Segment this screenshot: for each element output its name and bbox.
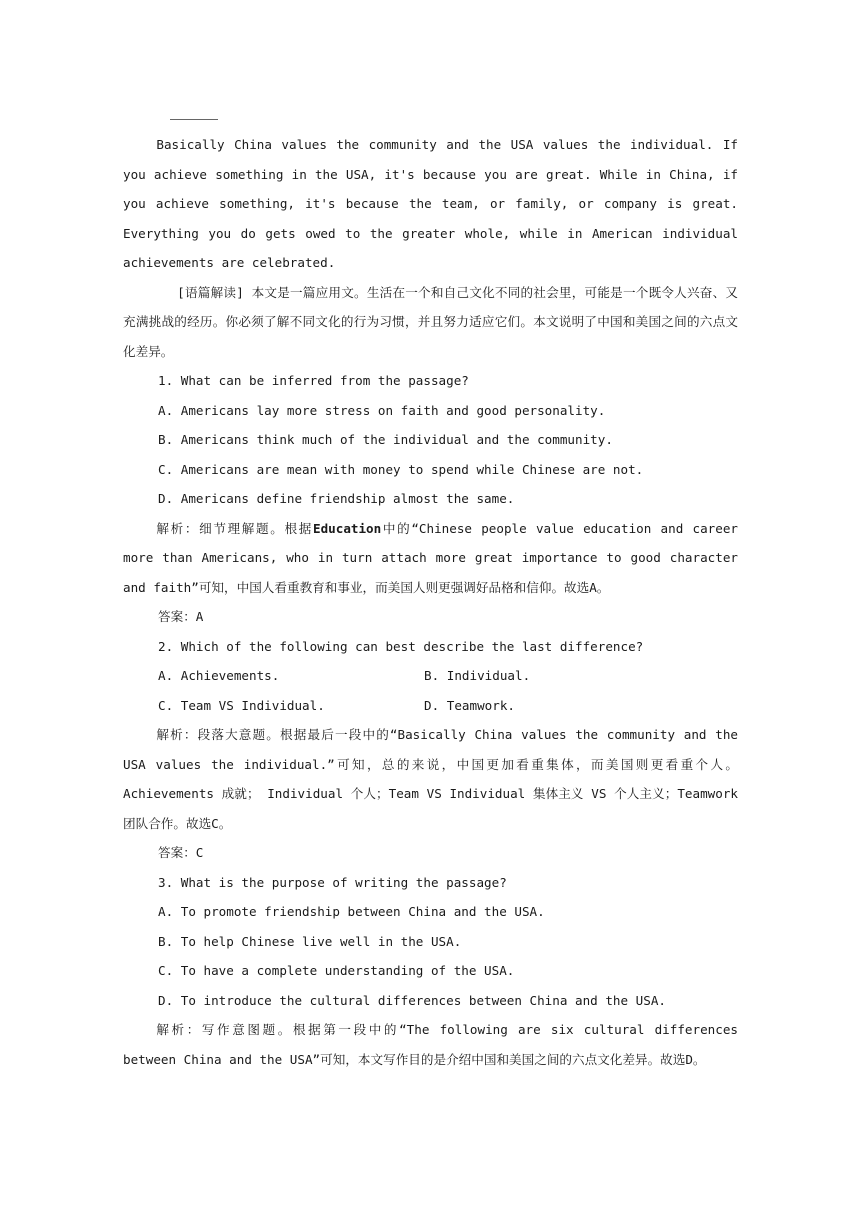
question-1-analysis bbox=[123, 514, 738, 603]
question-1-option-b: B. Americans think much of the individual and the community. bbox=[158, 432, 613, 447]
reading-note bbox=[123, 278, 738, 367]
question-2-option-a: A. Achievements. bbox=[158, 668, 280, 683]
question-1-stem: 1. What can be inferred from the passage? bbox=[158, 373, 469, 388]
question-2-option-d: D. Teamwork. bbox=[424, 697, 515, 713]
analysis-keyword: Education bbox=[312, 520, 382, 536]
question-1-answer: 答案：A bbox=[158, 609, 204, 624]
question-2-options-row-1 bbox=[123, 661, 738, 691]
analysis-rest: 中的“Chinese people value education and career more than Americans, who in turn attach more great importance to good character and faith”可知，中国人看重教育和事业，而美国人则更强调好品格和信仰。故选A。 bbox=[123, 520, 739, 595]
question-2-option-b: B. Individual. bbox=[424, 668, 531, 683]
separator-line bbox=[170, 119, 218, 120]
document-body bbox=[123, 130, 738, 1074]
question-1-option-a: A. Americans lay more stress on faith and good personality. bbox=[158, 402, 606, 418]
question-3-analysis: 解析：写作意图题。根据第一段中的“The following are six cultural differences between China and the USA”可知，本文写作目的是介绍中国和美国之间的六点文化差异。故选D。 bbox=[123, 1022, 738, 1067]
question-3-option-b: B. To help Chinese live well in the USA. bbox=[158, 933, 462, 949]
question-3-option-d: D. To introduce the cultural differences between China and the USA. bbox=[158, 992, 666, 1008]
question-3-option-c: C. To have a complete understanding of the USA. bbox=[158, 963, 515, 978]
question-2-stem: 2. Which of the following can best describe the last difference? bbox=[158, 638, 644, 654]
question-2-answer: 答案：C bbox=[158, 845, 204, 860]
reading-note-text: 本文是一篇应用文。生活在一个和自己文化不同的社会里，可能是一个既令人兴奋、又充满挑战的经历。你必须了解不同文化的行为习惯，并且努力适应它们。本文说明了中国和美国之间的六点文化差异。 bbox=[123, 284, 738, 359]
question-2-options-row-2 bbox=[123, 691, 738, 721]
question-2-analysis: 解析：段落大意题。根据最后一段中的“Basically China values the community and the USA values the individual.”可知，总的来说，中国更加看重集体，而美国则更看重个人。Achievements 成就； Individual 个人；Team VS Individual 集体主义 VS 个人主义；Teamwork 团队合作。故选C。 bbox=[123, 727, 738, 831]
question-3-option-a: A. To promote friendship between China and the USA. bbox=[158, 904, 545, 919]
analysis-prefix: 解析：细节理解题。根据 bbox=[156, 520, 313, 536]
question-3-stem: 3. What is the purpose of writing the passage? bbox=[158, 874, 507, 890]
question-2-option-c: C. Team VS Individual. bbox=[158, 697, 325, 713]
question-1-option-d: D. Americans define friendship almost the same. bbox=[158, 491, 515, 506]
question-1-option-c: C. Americans are mean with money to spend while Chinese are not. bbox=[158, 461, 644, 477]
reading-note-label: [语篇解读] bbox=[177, 284, 244, 300]
paragraph-end: Basically China values the community and the USA values the individual. If you achieve something in the USA, it's because you are great. While in China, if you achieve something, it's because the team, or family, or company is great. Everything you do gets owed to the greater whole, while in American individual achievements are celebrated. bbox=[123, 137, 738, 270]
